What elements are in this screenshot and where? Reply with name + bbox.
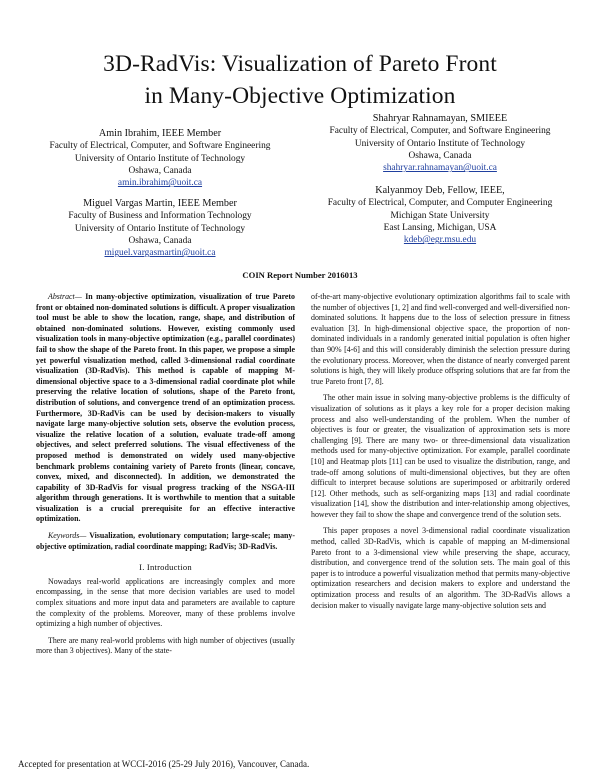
right-paragraph-2: The other main issue in solving many-objective problems is the difficulty of visualization of solutions as it plays a key role for a proper decision making process and also well-understanding of the problem. When the number of objectives is four or greater, the visualization of approximation sets is more challenging [9]. There are many two- or three-dimensional data visualization methods used for many-objective optimization. For example, parallel coordinate [10] and Heatmap plots [11] can be used to visualize the distribution, range, and trade-off among solutions of multi-dimensional objectives, but they are often difficult to interpret because solutions are superimposed or arbitrarily ordered [12]. Other methods, such as self-organizing maps [13] and radial coordinate visualization [14], show the distribution and inter-relationship among objectives, however they fail to show the shape and convergence trend of the solution sets. <box>311 393 570 519</box>
author-institution: University of Ontario Institute of Technology <box>354 138 526 149</box>
keywords-body: Visualization, evolutionary computation; large-scale; many-objective optimization, radial coordinate mapping; RadVis; 3D-RadVis. <box>36 531 295 551</box>
author-institution: Michigan State University <box>390 210 490 221</box>
author-affiliation: Faculty of Electrical, Computer, and Software Engineering <box>329 126 551 137</box>
paper-title-line2: in Many-Objective Optimization <box>144 83 456 109</box>
section-heading-introduction: I. Introduction <box>139 562 192 573</box>
author-institution: University of Ontario Institute of Technology <box>74 153 246 164</box>
left-column <box>36 292 295 657</box>
author-location: East Lansing, Michigan, USA <box>383 222 497 233</box>
right-paragraph-3: This paper proposes a novel 3-dimensional radial coordinate visualization method, called 3D-RadVis, which is capable of mapping an M-dimensional Pareto front to a 3-dimensional view while preserving the shape, accuracy, distribution, and convergence trend of the solution sets. The main goal of this paper is to introduce a powerful visualization method that permits many-objective optimization researchers and decision makers to explore and understand the optimization process and results of an algorithm. The 3D-RadVis allows a decision maker to visually navigate large many-objective solution sets and <box>311 526 571 610</box>
author-name: Miguel Vargas Martin, IEEE Member <box>83 198 237 209</box>
author-affiliation: Faculty of Electrical, Computer, and Software Engineering <box>49 141 271 152</box>
footer-note: Accepted for presentation at WCCI-2016 (25-29 July 2016), Vancouver, Canada. <box>18 759 310 769</box>
keywords-label: Keywords— <box>48 531 87 541</box>
intro-paragraph-2: There are many real-world problems with high number of objectives (usually more than 3 objectives). Many of the state- <box>36 635 295 656</box>
author-name: Amin Ibrahim, IEEE Member <box>98 128 222 139</box>
author-affiliation: Faculty of Business and Information Technology <box>68 211 252 222</box>
keywords <box>36 531 295 552</box>
right-column <box>311 292 570 611</box>
abstract-body: In many-objective optimization, visualization of true Pareto front or obtained non-dominated solutions is difficult. A proper visualization tool must be able to show the location, range, shape, and distribution of obtained non-dominated solutions. However, existing commonly used visualization tools in many-objective optimization (e.g., parallel coordinates) fail to show the shape of the Pareto front. In this paper, we propose a simple yet powerful visualization method, called 3-dimensional radial coordinate visualization (3D-RadVis). This method is capable of mapping M-dimensional objective space to a 3-dimensional radial coordinate plot while preserving the relative location of solutions, shape of the Pareto front, distribution of solutions, and convergence trend of an optimization process. Furthermore, 3D-RadVis can be used by decision-makers to visually navigate large many-objective solution sets, observe the evolution process, visualize the relative location of a solution, evaluate trade-off among objectives, and select preferred solutions. The visual effectiveness of the proposed method is demonstrated on widely used many-objective benchmark problems containing variety of Pareto fronts (linear, concave, convex, mixed, and disconnected). In addition, we demonstrated the capability of 3D-RadVis for visual progress tracking of the NSGA-III algorithm through generations. It is worthwhile to mention that a suitable visualization is a crucial prerequisite for an effective interactive optimization. <box>36 292 295 524</box>
paper-title-line1: 3D-RadVis: Visualization of Pareto Front <box>103 51 497 77</box>
intro-paragraph-1: Nowadays real-world applications are increasingly complex and more encompassing, in the sense that more decision variables are used to model complex situations and more input data and parameters are available to capture the complexity of the problems. Moreover, many of these problems involve optimizing a high number of objectives. <box>36 576 295 629</box>
author-block-3 <box>30 198 290 259</box>
author-email-link[interactable]: shahryar.rahnamayan@uoit.ca <box>383 163 497 174</box>
author-location: Oshawa, Canada <box>128 235 192 246</box>
author-block-2 <box>305 113 575 174</box>
author-location: Oshawa, Canada <box>128 165 192 176</box>
author-institution: University of Ontario Institute of Technology <box>74 223 246 234</box>
author-block-1 <box>30 128 290 189</box>
author-email-link[interactable]: amin.ibrahim@uoit.ca <box>117 178 203 189</box>
author-email-link[interactable]: kdeb@egr.msu.edu <box>403 235 477 246</box>
abstract <box>36 292 295 525</box>
paper-title <box>0 48 600 112</box>
right-paragraph-1: of-the-art many-objective evolutionary optimization algorithms fail to scale with the number of objectives [1, 2] and find well-converged and well-diversified non-dominated solutions. It happens due to the loss of selection pressure in fitness evaluation [3]. In high-dimensional objective space, the proportion of non-dominated individuals in a randomly generated initial population is often higher than 90% [4-6] and this will considerably diminish the selection pressure during the evolutionary process. Moreover, when the distance of nearly converged parent solutions is high, they will likely produce offspring solutions that are far from the true Pareto front [7, 8]. <box>311 292 570 386</box>
author-block-4 <box>305 185 575 246</box>
report-number: COIN Report Number 2016013 <box>242 270 358 280</box>
author-email-link[interactable]: miguel.vargasmartin@uoit.ca <box>104 248 216 259</box>
author-affiliation: Faculty of Electrical, Computer, and Computer Engineering <box>327 198 553 209</box>
author-name: Shahryar Rahnamayan, SMIEEE <box>372 113 508 124</box>
author-name: Kalyanmoy Deb, Fellow, IEEE, <box>375 185 505 196</box>
author-location: Oshawa, Canada <box>408 150 472 161</box>
abstract-label: Abstract— <box>48 292 82 301</box>
